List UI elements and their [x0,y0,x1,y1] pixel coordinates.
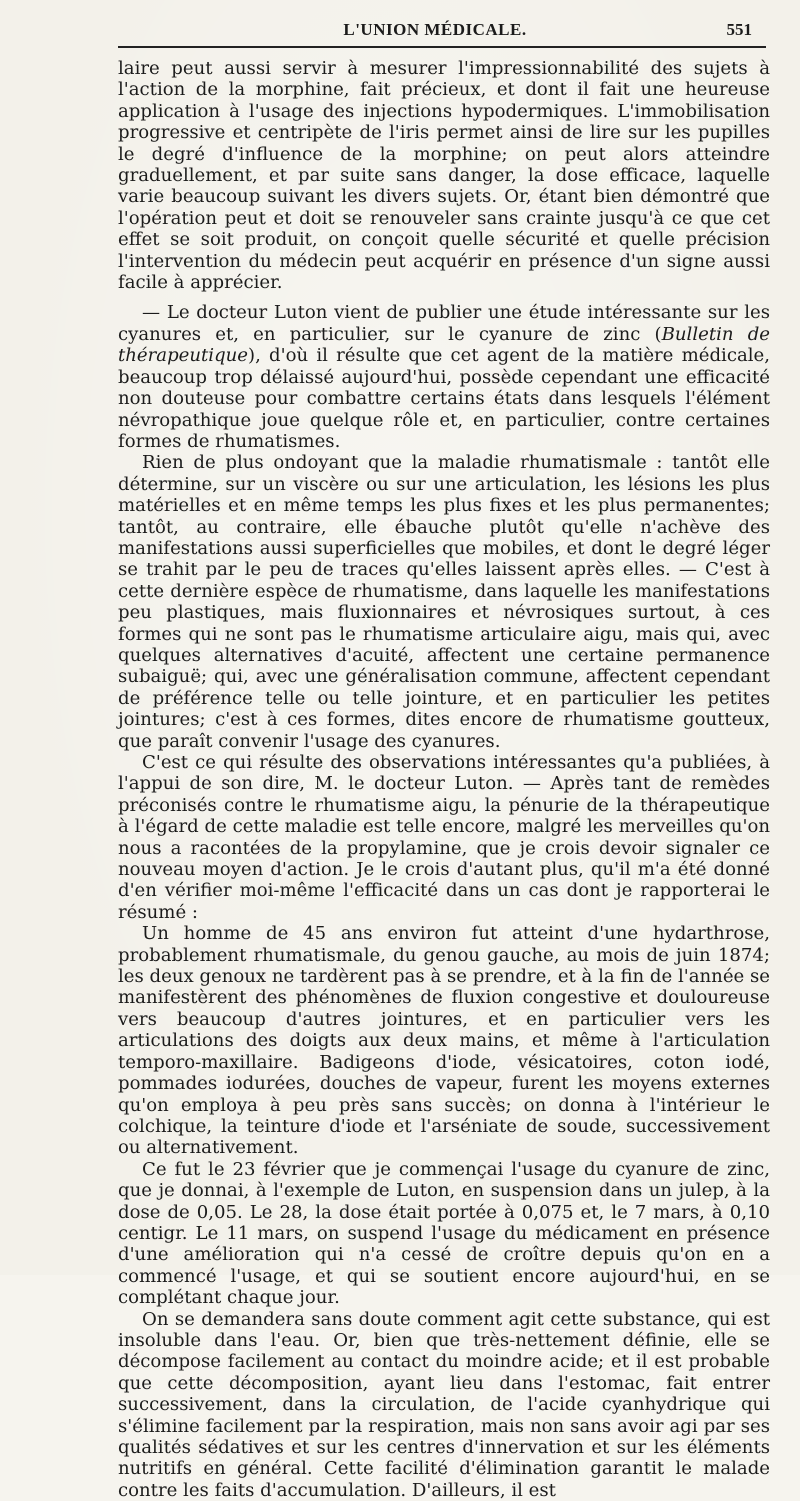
paragraph-1-continuation: laire peut aussi servir à mesurer l'impressionnabilité des sujets à l'action de la morphine, fait précieux, et dont il fait une heureuse application à l'usage des injections hypodermiques. L'immobilisation progressive et centripète de l'iris permet ainsi de lire sur les pupilles le degré d'influence de la morphine; on peut alors atteindre graduellement, et par suite sans danger, la dose efficace, laquelle varie beaucoup suivant les divers sujets. Or, étant bien démontré que l'opération peut et doit se renouveler sans crainte jusqu'à ce que cet effet se soit produit, on conçoit quelle sécurité et quelle précision l'intervention du médecin peut acquérir en présence d'un signe aussi facile à apprécier. [118,58,770,294]
p2-journal-title: Bulletin de thérapeutique [118,323,770,367]
paragraph-4-observations: C'est ce qui résulte des observations intéressantes qu'a publiées, à l'appui de son dire, M. le docteur Luton. — Après tant de remèdes préconisés contre le rhumatisme aigu, la pénurie de la thérapeutique à l'égard de cette maladie est telle encore, malgré les merveilles qu'on nous a racontées de la propylamine, que je crois devoir signaler ce nouveau moyen d'action. Je le crois d'autant plus, qu'il m'a été donné d'en vérifier moi-même l'efficacité dans un cas dont je rapporterai le résumé : [118,752,770,923]
paragraph-5-case-report: Un homme de 45 ans environ fut atteint d'une hydarthrose, probablement rhumatismale, du genou gauche, au mois de juin 1874; les deux genoux ne tardèrent pas à se prendre, et à la fin de l'année se manifestèrent des phénomènes de fluxion congestive et douloureuse vers beaucoup d'autres jointures, et en particulier vers les articulations des doigts aux deux mains, et même à l'articulation temporo-maxillaire. Badigeons d'iode, vésicatoires, coton iodé, pommades iodurées, douches de vapeur, furent les moyens externes qu'on employa à peu près sans succès; on donna à l'intérieur le colchique, la teinture d'iode et l'arséniate de soude, successivement ou alternativement. [118,923,770,1159]
header-rule [118,46,766,48]
p2-text-after: ), d'où il résulte que cet agent de la matière médicale, beaucoup trop délaissé aujourd'hui, possède cependant une efficacité non douteuse pour combattre certains états dans lesquels l'élément névropathique joue quelque rôle et, en particulier, contre certaines formes de rhumatismes. [118,345,770,452]
running-title: L'UNION MÉDICALE. [343,20,527,39]
article-body [118,58,770,1501]
paragraph-3-rhumatisme: Rien de plus ondoyant que la maladie rhumatismale : tantôt elle détermine, sur un viscère ou sur une articulation, les lésions les plus matérielles et en même temps les plus fixes et les plus permanentes; tantôt, au contraire, elle ébauche plutôt qu'elle n'achève des manifestations aussi superficielles que mobiles, et dont le degré léger se trahit par le peu de traces qu'elles laissent après elles. — C'est à cette dernière espèce de rhumatisme, dans laquelle les manifestations peu plastiques, mais fluxionnaires et névrosiques surtout, à ces formes qui ne sont pas le rhumatisme articulaire aigu, mais qui, avec quelques alternatives d'acuité, affectent une certaine permanence subaiguë; qui, avec une généralisation commune, affectent cependant de préférence telle ou telle jointure, et en particulier les petites jointures; c'est à ces formes, dites encore de rhumatisme goutteux, que paraît convenir l'usage des cyanures. [118,452,770,752]
page-number: 551 [726,20,752,39]
p2-text-before: — Le docteur Luton vient de publier une étude intéressante sur les cyanures et, en particulier, sur le cyanure de zinc ( [118,302,770,345]
paragraph-6-treatment: Ce fut le 23 février que je commençai l'usage du cyanure de zinc, que je donnai, à l'exemple de Luton, en suspension dans un julep, à la dose de 0,05. Le 28, la dose était portée à 0,075 et, le 7 mars, à 0,10 centigr. Le 11 mars, on suspend l'usage du médicament en présence d'une amélioration qui n'a cessé de croître depuis qu'on en a commencé l'usage, et qui se soutient encore aujourd'hui, en se complétant chaque jour. [118,1158,770,1309]
paragraph-7-mechanism: On se demandera sans doute comment agit cette substance, qui est insoluble dans l'eau. Or, bien que très-nettement définie, elle se décompose facilement au contact du moindre acide; et il est probable que cette décomposition, ayant lieu dans l'estomac, fait entrer successivement, dans la circulation, de l'acide cyanhydrique qui s'élimine facilement par la respiration, mais non sans avoir agi par ses qualités sédatives et sur les centres d'innervation et sur les éléments nutritifs en général. Cette facilité d'élimination garantit le malade contre les faits d'accumulation. D'ailleurs, il est [118,1308,770,1501]
paragraph-2-luton-cyanures [118,302,770,452]
